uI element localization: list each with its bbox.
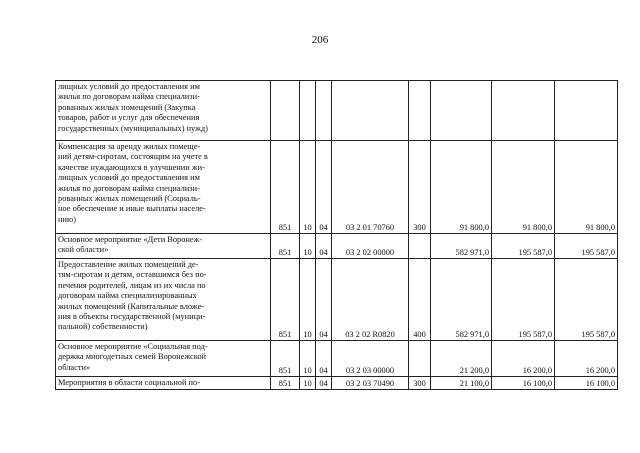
grbs-cell: 851 — [271, 341, 300, 377]
grbs-cell: 851 — [271, 259, 300, 341]
name-line: качестве нуждающихся в улучшении жи- — [58, 162, 205, 172]
name-line: Предоставление жилых помещений де- — [58, 260, 199, 269]
sum-year2-cell: 16 200,0 — [492, 341, 555, 377]
name-line: области» — [58, 362, 91, 372]
csr-cell: 03 2 01 70760 — [332, 141, 409, 234]
name-line: ния в объекты государственной (муници- — [58, 312, 206, 322]
table-row — [56, 81, 618, 141]
rz-cell: 10 — [300, 259, 316, 341]
table-row — [56, 259, 618, 341]
grbs-cell: 851 — [271, 141, 300, 234]
sum-year3-cell: 91 800,0 — [555, 141, 618, 234]
sum-year1-cell: 91 800,0 — [431, 141, 492, 234]
table-body — [56, 81, 618, 390]
sum-year1-cell: 21 200,0 — [431, 341, 492, 377]
name-line: пальной) собственности) — [58, 322, 148, 332]
page-number: 206 — [311, 34, 329, 46]
name-line: нию) — [58, 214, 77, 224]
rz-cell — [300, 81, 316, 141]
vr-cell: 300 — [409, 377, 431, 390]
pr-cell — [316, 81, 332, 141]
sum-year2-cell — [492, 81, 555, 141]
vr-cell — [409, 341, 431, 377]
sum-year1-cell: 582 971,0 — [431, 259, 492, 341]
name-line: жилых помещений (Капитальные вложе- — [58, 301, 205, 311]
pr-cell: 04 — [316, 259, 332, 341]
row-name — [56, 234, 271, 259]
pr-cell: 04 — [316, 377, 332, 390]
row-name — [56, 377, 271, 390]
name-line: Компенсация за аренду жилых помеще- — [58, 142, 201, 151]
pr-cell: 04 — [316, 141, 332, 234]
sum-year1-cell — [431, 81, 492, 141]
name-line: лищных условий до предоставления им — [58, 173, 200, 183]
table-row — [56, 141, 618, 234]
rz-cell: 10 — [300, 234, 316, 259]
name-line: государственных (муниципальных) нужд) — [58, 123, 208, 133]
sum-year2-cell: 91 800,0 — [492, 141, 555, 234]
csr-cell — [332, 81, 409, 141]
csr-cell: 03 2 02 00000 — [332, 234, 409, 259]
row-name — [56, 141, 271, 234]
rz-cell: 10 — [300, 141, 316, 234]
sum-year1-cell: 582 971,0 — [431, 234, 492, 259]
name-line: рованных жилых помещений (Закупка — [58, 102, 196, 112]
csr-cell: 03 2 03 00000 — [332, 341, 409, 377]
rz-cell: 10 — [300, 377, 316, 390]
row-name — [56, 259, 271, 341]
name-line: ний детям-сиротам, состоящим на учете в — [58, 152, 208, 162]
grbs-cell — [271, 81, 300, 141]
vr-cell — [409, 81, 431, 141]
name-line: договорам найма специализированных — [58, 291, 197, 301]
pr-cell: 04 — [316, 234, 332, 259]
vr-cell: 300 — [409, 141, 431, 234]
budget-table — [55, 80, 618, 390]
name-line: жилья по договорам найма специализи- — [58, 92, 200, 102]
name-line: товаров, работ и услуг для обеспечения — [58, 113, 200, 123]
name-line: ное обеспечение и иные выплаты населе- — [58, 204, 206, 214]
csr-cell: 03 2 03 70490 — [332, 377, 409, 390]
name-line: Основное мероприятие «Социальная под- — [58, 342, 208, 351]
sum-year3-cell: 16 100,0 — [555, 377, 618, 390]
name-line: Мероприятия в области социальной по- — [58, 378, 201, 387]
pr-cell: 04 — [316, 341, 332, 377]
name-line: лищных условий до предоставления им — [58, 82, 200, 91]
name-line: рованных жилых помещений (Социаль- — [58, 194, 201, 204]
grbs-cell: 851 — [271, 377, 300, 390]
name-line: тям-сиротам и детям, оставшимся без по- — [58, 270, 207, 280]
name-line: Основное мероприятие «Дети Воронеж- — [58, 235, 203, 244]
sum-year1-cell: 21 100,0 — [431, 377, 492, 390]
name-line: ской области» — [58, 245, 109, 255]
row-name — [56, 81, 271, 141]
name-line: держка многодетных семей Воронежской — [58, 352, 207, 362]
row-name — [56, 341, 271, 377]
csr-cell: 03 2 02 R0820 — [332, 259, 409, 341]
name-line: жилья по договорам найма специализи- — [58, 183, 200, 193]
sum-year2-cell: 195 587,0 — [492, 234, 555, 259]
rz-cell: 10 — [300, 341, 316, 377]
name-line: печения родителей, лицам из их числа по — [58, 280, 206, 290]
vr-cell: 400 — [409, 259, 431, 341]
vr-cell — [409, 234, 431, 259]
table-row — [56, 341, 618, 377]
table-row — [56, 234, 618, 259]
sum-year3-cell: 16 200,0 — [555, 341, 618, 377]
sum-year2-cell: 195 587,0 — [492, 259, 555, 341]
sum-year3-cell: 195 587,0 — [555, 259, 618, 341]
grbs-cell: 851 — [271, 234, 300, 259]
sum-year3-cell — [555, 81, 618, 141]
table-row — [56, 377, 618, 390]
sum-year3-cell: 195 587,0 — [555, 234, 618, 259]
sum-year2-cell: 16 100,0 — [492, 377, 555, 390]
